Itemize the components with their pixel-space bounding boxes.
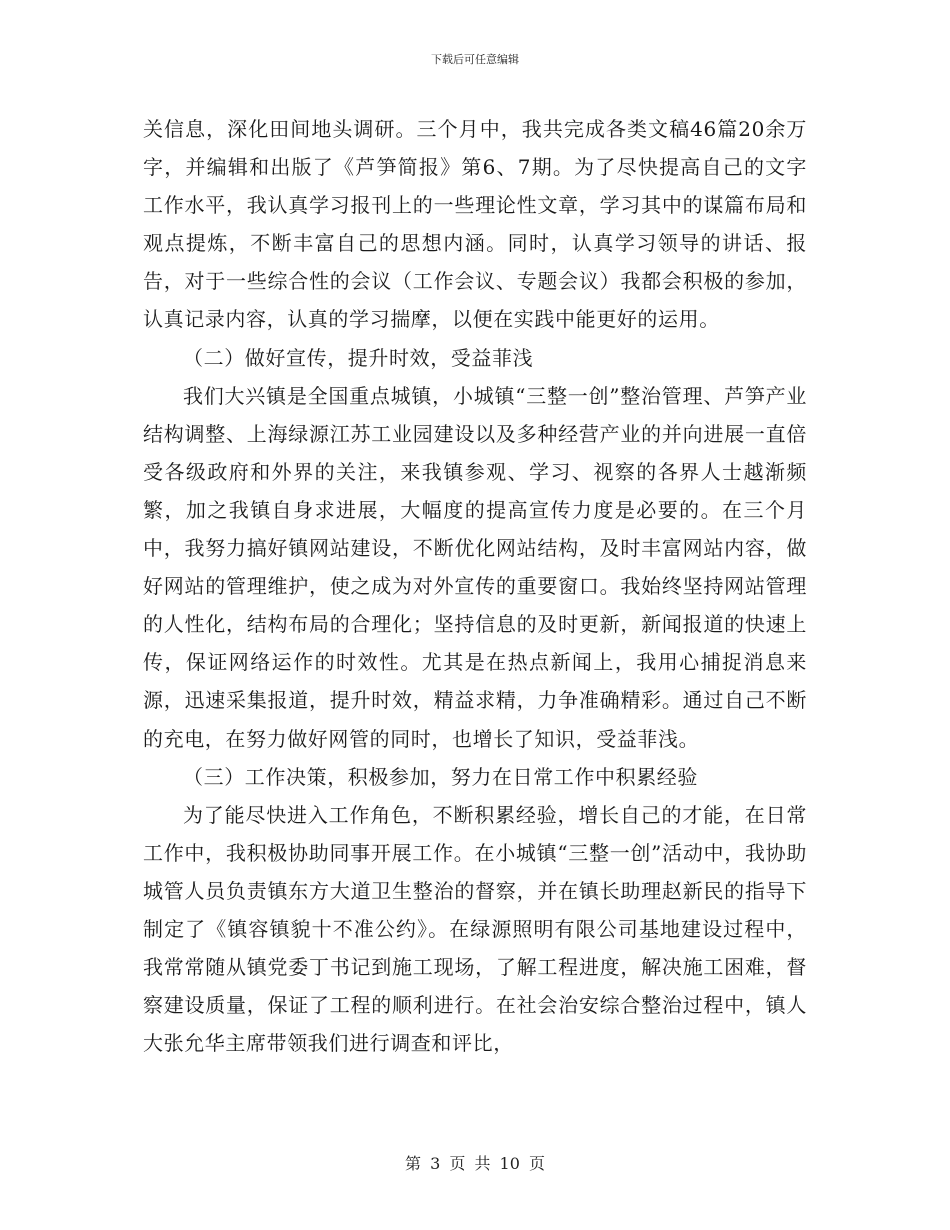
paragraph: 我们大兴镇是全国重点城镇，小城镇“三整一创”整治管理、芦笋产业结构调整、上海绿源江苏工业园建设以及多种经营产业的并向进展一直倍受各级政府和外界的关注，来我镇参观、学习、视察的各界人士越渐频繁，加之我镇自身求进展，大幅度的提高宣传力度是必要的。在三个月中，我努力搞好镇网站建设，不断优化网站结构，及时丰富网站内容，做好网站的管理维护，使之成为对外宣传的重要窗口。我始终坚持网站管理的人性化，结构布局的合理化；坚持信息的及时更新，新闻报道的快速上传，保证网络运作的时效性。尤其是在热点新闻上，我用心捕捉消息来源，迅速采集报道，提升时效，精益求精，力争准确精彩。通过自己不断的充电，在努力做好网管的同时，也增长了知识，受益菲浅。 — [143, 383, 807, 751]
page-number-footer: 第 3 页 共 10 页 — [405, 1154, 545, 1173]
document-body — [143, 110, 807, 1062]
paragraph-continuation: 关信息，深化田间地头调研。三个月中，我共完成各类文稿46篇20余万字，并编辑和出版了《芦笋简报》第6、7期。为了尽快提高自己的文字工作水平，我认真学习报刊上的一些理论性文章，学习其中的谋篇布局和观点提炼，不断丰富自己的思想内涵。同时，认真学习领导的讲话、报告，对于一些综合性的会议（工作会议、专题会议）我都会积极的参加，认真记录内容，认真的学习揣摩，以便在实践中能更好的运用。 — [143, 117, 807, 332]
paragraph: 为了能尽快进入工作角色，不断积累经验，增长自己的才能，在日常工作中，我积极协助同事开展工作。在小城镇“三整一创”活动中，我协助城管人员负责镇东方大道卫生整治的督察，并在镇长助理赵新民的指导下制定了《镇容镇貌十不准公约》。在绿源照明有限公司基地建设过程中，我常常随从镇党委丁书记到施工现场，了解工程进度，解决施工困难，督察建设质量，保证了工程的顺利进行。在社会治安综合整治过程中，镇人大张允华主席带领我们进行调查和评比， — [143, 802, 807, 1056]
section-heading-3: （三）工作决策，积极参加，努力在日常工作中积累经验 — [183, 764, 698, 789]
page-header: 下载后可任意编辑 — [431, 53, 519, 66]
section-heading-2: （二）做好宣传，提升时效，受益菲浅 — [183, 345, 534, 370]
